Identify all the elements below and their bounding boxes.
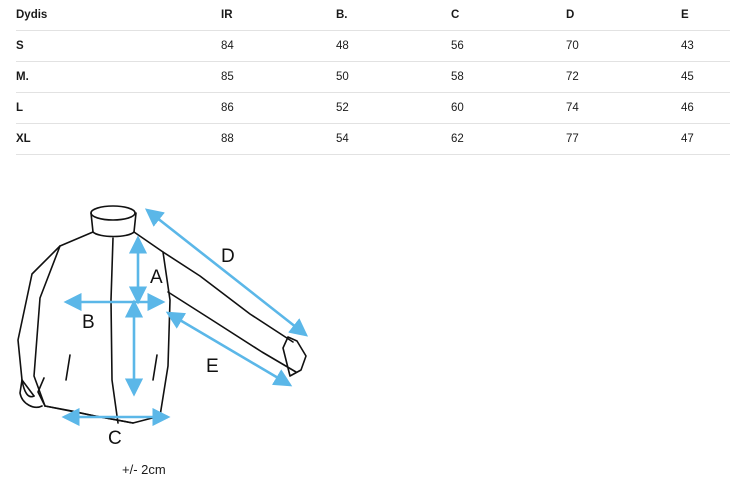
cell-d: 70 [566,31,681,62]
arrow-d [147,210,306,335]
label-b: B [82,312,95,333]
cell-a: 88 [221,124,336,155]
column-header-d: D [566,0,681,31]
table-row [16,31,730,62]
label-e: E [206,356,219,377]
table-row [16,124,730,155]
column-header-c: C [451,0,566,31]
label-d: D [221,246,235,267]
size-table [16,0,730,155]
cell-size: XL [16,124,221,155]
column-header-e: E [681,0,730,31]
cell-e: 47 [681,124,730,155]
cell-e: 45 [681,62,730,93]
table-row [16,93,730,124]
column-header-a: IR [221,0,336,31]
cell-c: 62 [451,124,566,155]
cell-size: L [16,93,221,124]
column-header-b: B. [336,0,451,31]
label-c: C [108,428,122,449]
cell-c: 56 [451,31,566,62]
cell-c: 58 [451,62,566,93]
cell-a: 85 [221,62,336,93]
jacket-measurement-diagram [0,180,730,480]
cell-a: 84 [221,31,336,62]
cell-b: 48 [336,31,451,62]
measurement-arrows [64,210,306,417]
table-row [16,62,730,93]
column-header-size: Dydis [16,0,221,31]
cell-a: 86 [221,93,336,124]
cell-size: S [16,31,221,62]
label-a: A [150,267,163,288]
cell-c: 60 [451,93,566,124]
cell-d: 74 [566,93,681,124]
table-header-row [16,0,730,31]
arrow-e [168,313,290,385]
jacket-illustration [18,206,306,423]
cell-b: 52 [336,93,451,124]
cell-size: M. [16,62,221,93]
cell-b: 50 [336,62,451,93]
cell-d: 77 [566,124,681,155]
cell-e: 46 [681,93,730,124]
cell-b: 54 [336,124,451,155]
cell-d: 72 [566,62,681,93]
cell-e: 43 [681,31,730,62]
tolerance-note: +/- 2cm [122,462,166,477]
